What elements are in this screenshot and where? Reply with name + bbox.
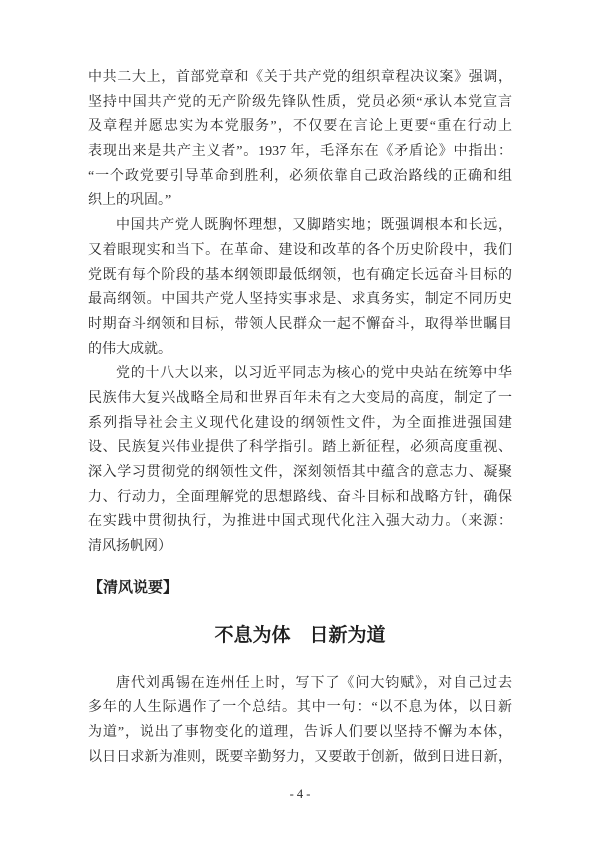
text-line: 党既有每个阶段的基本纲领即最低纲领，也有确定长远奋斗目标的 [88, 267, 512, 283]
text-line: 又着眼现实和当下。在革命、建设和改革的各个历史阶段中，我们 [88, 242, 512, 258]
text-line: 党的十八大以来，以习近平同志为核心的党中央站在统筹中华 [116, 366, 512, 382]
text-line: 在实践中贯彻执行，为推进中国式现代化注入强大动力。（来源： [88, 514, 512, 530]
text-line: 设、民族复兴伟业提供了科学指引。踏上新征程，必须高度重视、 [88, 440, 512, 456]
text-line: 最高纲领。中国共产党人坚持实事求是、求真务实，制定不同历史 [88, 292, 512, 308]
paragraph-4 [88, 672, 512, 771]
article-title: 不息为体 日新为道 [214, 624, 386, 646]
paragraph-2 [88, 214, 512, 362]
text-line: 时期奋斗纲领和目标，带领人民群众一起不懈奋斗，取得举世瞩目 [88, 316, 512, 332]
text-line: 及章程并愿忠实为本党服务”，不仅要在言论上更要“重在行动上 [88, 119, 512, 135]
text-line: 表现出来是共产主义者”。1937 年，毛泽东在《矛盾论》中指出： [88, 144, 512, 160]
text-line: 坚持中国共产党的无产阶级先锋队性质，党员必须“承认本党宣言 [88, 94, 512, 110]
text-line: 唐代刘禹锡在连州任上时，写下了《问大钧赋》，对自己过去 [116, 675, 512, 691]
text-line: 以日日求新为准则，既要辛勤努力，又要敢于创新，做到日进日新， [88, 749, 512, 765]
text-line: 清风扬帆网） [88, 539, 172, 555]
text-line: “一个政党要引导革命到胜利，必须依靠自己政治路线的正确和组 [88, 168, 512, 184]
text-line: 多年的人生际遇作了一个总结。其中一句：“以不息为体，以日新 [88, 700, 512, 716]
text-line: 系列指导社会主义现代化建设的纲领性文件，为全面推进强国建 [88, 415, 512, 431]
text-line: 织上的巩固。” [88, 193, 172, 209]
text-line: 深入学习贯彻党的纲领性文件，深刻领悟其中蕴含的意志力、凝聚 [88, 465, 512, 480]
text-line: 力、行动力，全面理解党的思想路线、奋斗目标和战略方针，确保 [88, 489, 512, 505]
page-number: - 4 - [289, 786, 311, 801]
paragraph-1 [88, 66, 512, 214]
text-line: 民族伟大复兴战略全局和世界百年未有之大变局的高度，制定了一 [88, 390, 512, 406]
text-line: 中国共产党人既胸怀理想，又脚踏实地；既强调根本和长远， [116, 218, 512, 234]
paragraph-3 [88, 362, 512, 560]
text-line: 的伟大成就。 [88, 341, 172, 357]
text-line: 中共二大上，首部党章和《关于共产党的组织章程决议案》强调， [88, 70, 512, 85]
section-header: 【清风说要】 [88, 579, 179, 596]
text-line: 为道”，说出了事物变化的道理，告诉人们要以坚持不懈为本体， [88, 725, 512, 741]
page-content [88, 0, 512, 802]
